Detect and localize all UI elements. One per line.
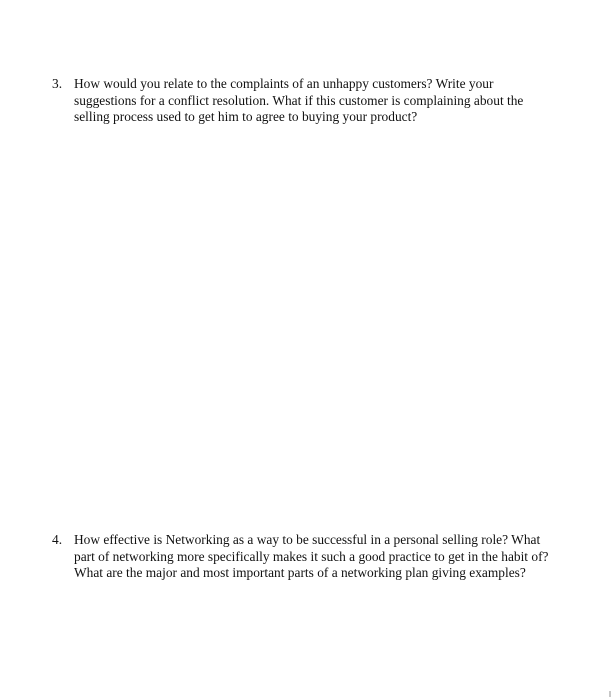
question-line: How effective is Networking as a way to be successful in a personal selling role? What [74,532,541,547]
question-line: How would you relate to the complaints of an unhappy customers? Write your [74,76,494,91]
question-3 [52,76,597,126]
question-text [74,532,597,582]
question-number: 3. [52,76,63,91]
question-line: suggestions for a conflict resolution. What if this customer is complaining about the [74,92,524,108]
question-number: 4. [52,532,63,547]
scroll-indicator [609,691,611,697]
question-4 [52,532,597,582]
question-line: part of networking more specifically makes it such a good practice to get in the habit of? [74,548,549,564]
question-line: What are the major and most important parts of a networking plan giving examples? [74,565,526,580]
question-line: selling process used to get him to agree to buying your product? [74,109,418,124]
question-text [74,76,597,126]
